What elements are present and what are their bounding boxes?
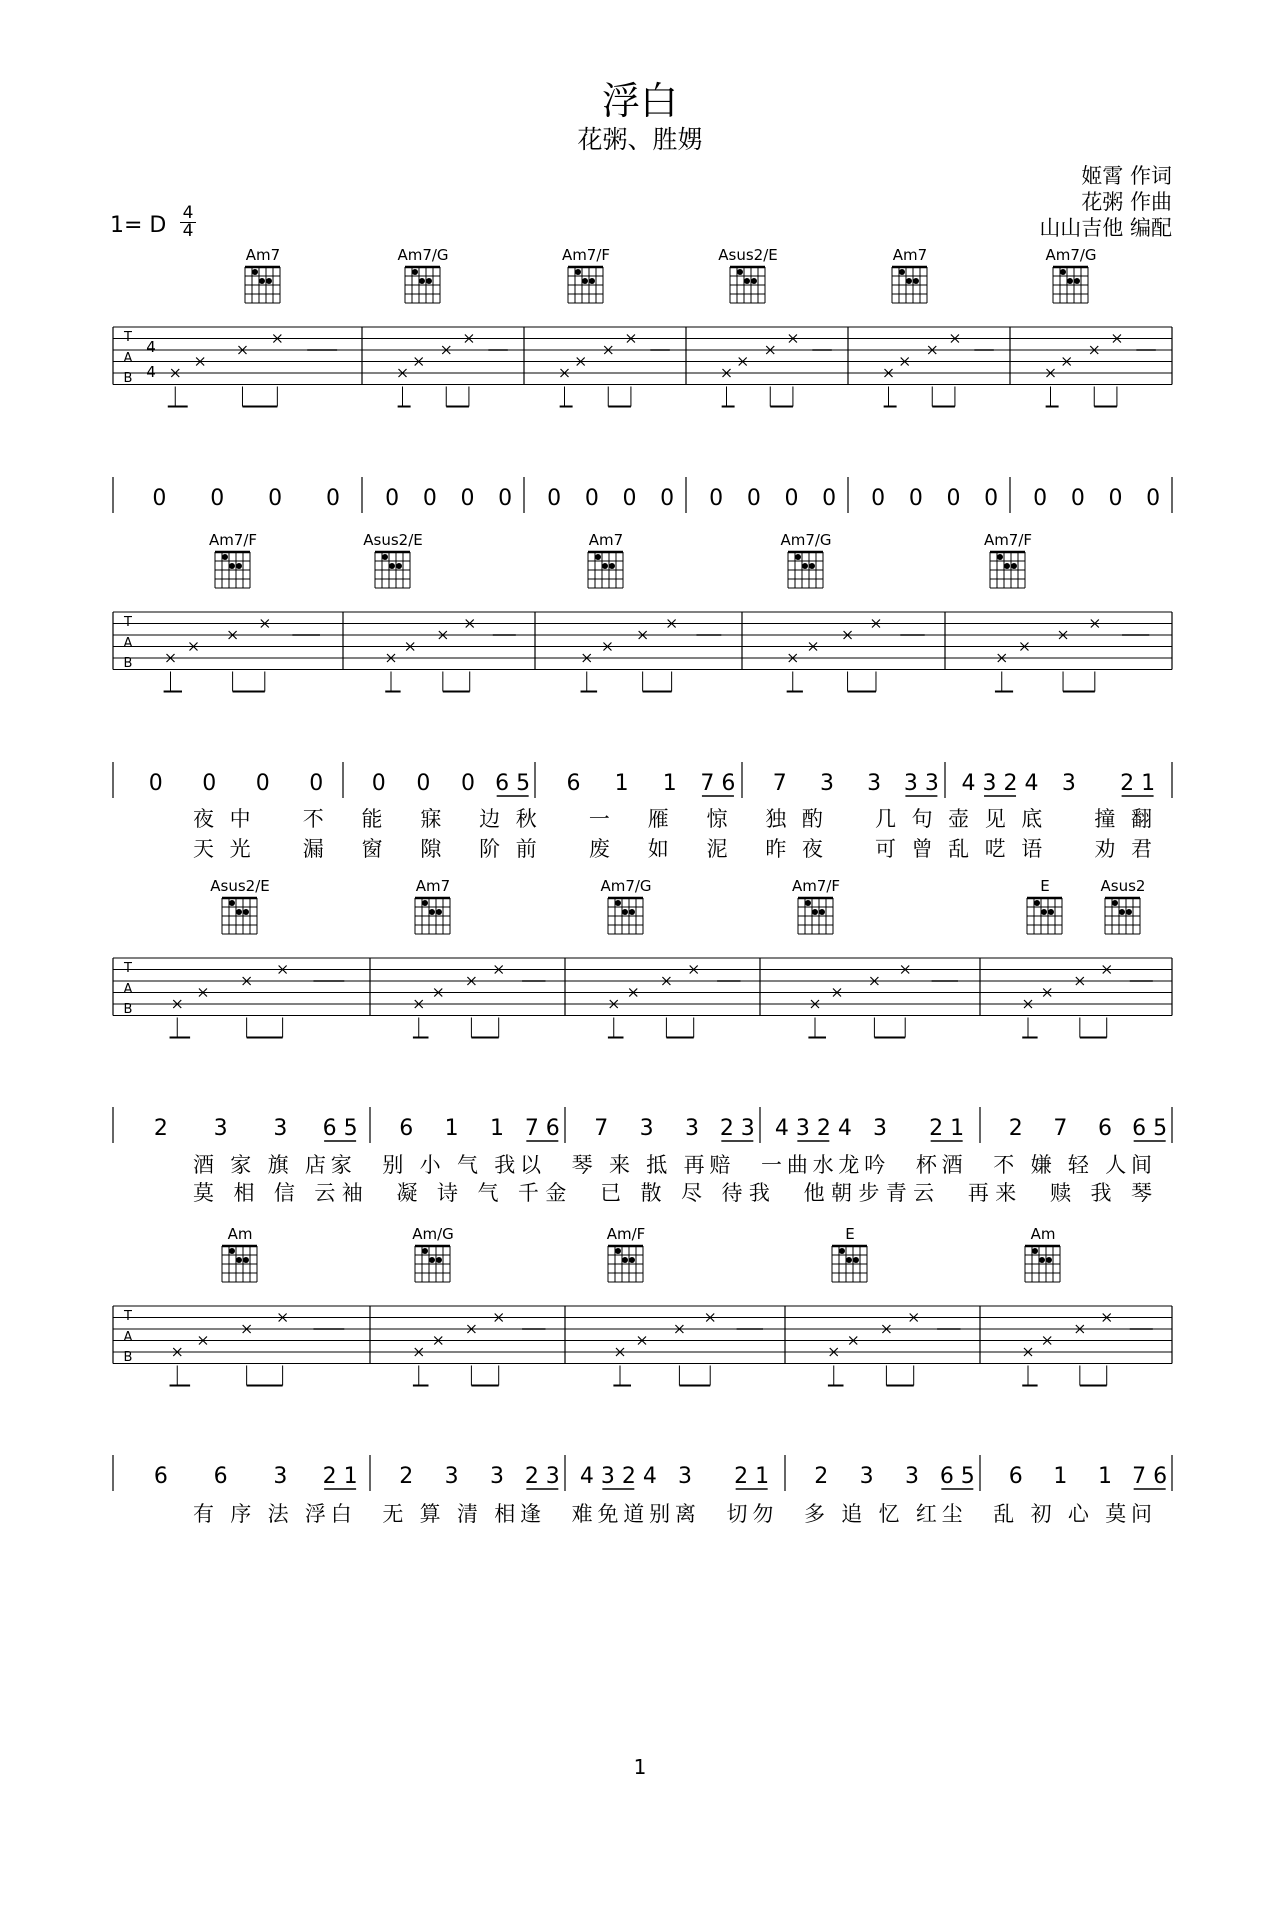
note-number: 0 [422,486,437,511]
chord-diagram [718,246,777,303]
note-number: 0 [1033,486,1048,511]
note-number: 3 3 [903,771,939,796]
tab-measure [608,966,741,1038]
note-number: 0 [1070,486,1085,511]
note-number: 0 [871,486,886,511]
tab-measure [413,1314,546,1386]
chord-diagram [588,531,623,588]
tab-measure [170,1314,345,1386]
note-number: 0 [584,486,599,511]
note-number: 2 [814,1464,829,1489]
system-4 [113,1225,1172,1526]
numbered-notation [113,1455,1172,1491]
note-number: 0 [946,486,961,511]
tab-measure [168,335,337,407]
note-number: 6 [399,1116,414,1141]
note-number: 7 6 [1132,1464,1168,1489]
chord-diagram [209,531,257,588]
chord-diagram [1027,877,1062,934]
chord-name: Asus2/E [363,531,423,549]
note-number: 3 [904,1464,919,1489]
tab-measure [884,335,994,407]
tab-timesig: 4 [146,363,156,381]
chord-name: Asus2/E [718,246,778,264]
chord-name: Am7 [415,877,451,895]
note-number: 0 [547,486,562,511]
note-number: 0 [746,486,761,511]
chord-name: E [845,1225,855,1243]
tab-label-t: T [124,1309,132,1324]
chord-name: Am7/F [983,531,1033,549]
note-number: 2 1 [734,1464,770,1489]
tab-measure [560,335,670,407]
note-number: 0 [385,486,400,511]
tab-label-t: T [124,330,132,345]
lyric-line: 酒 家 旗 店家 别 小 气 我以 琴 来 抵 再赔 一曲水龙吟 杯酒 不 嫌 轻 人间 [193,1153,1152,1177]
note-number: 0 [309,771,324,796]
note-number: 3 [489,1464,504,1489]
note-number: 0 [622,486,637,511]
note-number: 4 3 2 4 [961,771,1039,796]
chord-diagram [600,877,651,934]
note-number: 4 3 2 4 [774,1116,852,1141]
note-number: 0 [908,486,923,511]
note-number: 3 [273,1464,288,1489]
note-number: 0 [984,486,999,511]
chord-diagram [222,1225,257,1282]
note-number: 1 [614,771,629,796]
chord-name: Am7/F [561,246,611,264]
note-number: 3 [684,1116,699,1141]
note-number: 0 [822,486,837,511]
chord-name: Am [1030,1225,1056,1243]
time-signature: 4 4 [180,205,196,240]
chord-name: Am7/G [780,531,832,549]
tab-measure [398,335,508,407]
tab-measure [170,966,345,1038]
note-number: 1 [444,1116,459,1141]
note-number: 6 [1098,1116,1113,1141]
note-number: 6 [213,1464,228,1489]
note-number: 7 [772,771,787,796]
note-number: 0 [460,486,475,511]
system-2 [113,531,1172,861]
numbered-notation [113,477,1172,513]
chord-diagram [562,246,610,303]
chord-name: Am/F [606,1225,646,1243]
note-number: 0 [1146,486,1161,511]
tab-measure [828,1314,961,1386]
chord-name: Am7/F [208,531,258,549]
lyric-line: 莫 相 信 云袖 凝 诗 气 千金 已 散 尽 待我 他朝步青云 再来 赎 我 琴 [193,1181,1152,1205]
tab-timesig: 4 [146,338,156,356]
note-number: 0 [371,771,386,796]
note-number: 3 [867,771,882,796]
chord-diagram [1045,246,1096,303]
note-number: 6 5 [1132,1116,1168,1141]
lyricist-credit: 姬霄 作词 [1081,164,1172,188]
page-number: 1 [633,1755,647,1779]
chord-name: Am7 [892,246,928,264]
chord-diagram [832,1225,867,1282]
note-number: 0 [1108,486,1123,511]
tab-measure [613,1314,763,1386]
note-number: 1 [662,771,677,796]
note-number: 2 3 [524,1464,560,1489]
tab-label-a: A [123,1330,133,1345]
chord-name: Am/G [412,1225,454,1243]
chord-diagram [1101,877,1146,934]
note-number: 0 [461,771,476,796]
key-signature: 1= D [110,213,167,238]
chord-name: Asus2/E [210,877,270,895]
chord-name: Am7/G [397,246,449,264]
note-number: 3 [213,1116,228,1141]
lyric-line: 有 序 法 浮白 无 算 清 相逢 难免道别离 切勿 多 追 忆 红尘 乱 初 心 莫问 [193,1502,1152,1526]
chord-name: Asus2 [1100,877,1146,895]
note-number: 1 [1098,1464,1113,1489]
note-number: 0 [709,486,724,511]
note-number: 6 [153,1464,168,1489]
note-number: 7 6 [524,1116,560,1141]
note-number: 3 [873,1116,887,1141]
note-number: 6 5 [495,771,531,796]
chord-diagram [415,877,450,934]
tab-measure [995,620,1149,692]
tab-measure [1046,335,1156,407]
chord-diagram [245,246,280,303]
note-number: 6 [1008,1464,1023,1489]
note-number: 0 [660,486,675,511]
tab-measure [808,966,958,1038]
composer-credit: 花粥 作曲 [1081,190,1172,214]
tab-label-a: A [123,982,133,997]
chord-diagram [607,1225,646,1282]
chord-diagram [210,877,269,934]
note-number: 0 [326,486,341,511]
note-number: 7 [594,1116,609,1141]
tab-label-b: B [123,656,133,671]
note-number: 3 [444,1464,459,1489]
note-number: 3 [819,771,834,796]
chord-diagram [1025,1225,1060,1282]
tab-measure [581,620,722,692]
note-number: 0 [784,486,799,511]
tab-label-a: A [123,351,133,366]
tab-measure [385,620,516,692]
numbered-notation [113,762,1172,798]
note-number: 0 [202,771,217,796]
note-number: 2 1 [322,1464,358,1489]
tab-measure [1022,966,1153,1038]
note-number: 0 [416,771,431,796]
system-1 [113,246,1172,513]
note-number: 7 6 [700,771,736,796]
note-number: 3 [859,1464,874,1489]
tab-label-b: B [123,1002,133,1017]
tab-label-t: T [124,961,132,976]
note-number: 0 [498,486,513,511]
chord-diagram [792,877,840,934]
note-number: 1 [1053,1464,1068,1489]
lyric-line: 夜中 不 能 寐 边秋 一 雁 惊 独酌 几句壶见底 撞翻 [193,807,1152,831]
tab-label-a: A [123,636,133,651]
tab-label-t: T [124,615,132,630]
note-number: 2 [153,1116,168,1141]
note-number: 4 3 2 4 [579,1464,657,1489]
tab-measure [722,335,832,407]
tab-measure [787,620,925,692]
tab-label-b: B [123,371,133,386]
tab-measure [164,620,320,692]
chord-diagram [780,531,831,588]
note-number: 6 5 [939,1464,975,1489]
chord-name: E [1040,877,1050,895]
note-number: 3 [1061,771,1076,796]
note-number: 2 1 [1120,771,1156,796]
chord-name: Am7/G [1045,246,1097,264]
tab-label-b: B [123,1350,133,1365]
note-number: 2 1 [929,1116,965,1141]
chord-name: Am [227,1225,253,1243]
chord-name: Am7/G [600,877,652,895]
note-number: 0 [210,486,225,511]
numbered-notation [113,1107,1172,1143]
note-number: 1 [489,1116,504,1141]
chord-name: Am7/F [791,877,841,895]
chord-diagram [892,246,927,303]
tab-measure [413,966,546,1038]
chord-diagram [397,246,448,303]
lyric-line: 天光 漏 窗 隙 阶前 废 如 泥 昨夜 可曾乱呓语 劝君 [193,837,1152,861]
chord-diagram [412,1225,454,1282]
note-number: 2 3 [719,1116,755,1141]
chord-name: Am7 [245,246,281,264]
note-number: 3 [273,1116,288,1141]
note-number: 6 [566,771,581,796]
system-3 [113,877,1172,1205]
song-title: 浮白 [601,79,678,123]
artist-name: 花粥、胜娚 [577,125,703,154]
note-number: 0 [152,486,167,511]
note-number: 3 [639,1116,654,1141]
chord-diagram [984,531,1032,588]
note-number: 3 [678,1464,692,1489]
note-number: 2 [1008,1116,1023,1141]
arranger-credit: 山山吉他 编配 [1039,216,1172,240]
tab-measure [1022,1314,1153,1386]
note-number: 7 [1053,1116,1068,1141]
chord-diagram [363,531,422,588]
chord-name: Am7 [588,531,624,549]
note-number: 6 5 [322,1116,358,1141]
note-number: 0 [148,771,163,796]
note-number: 0 [255,771,270,796]
note-number: 0 [268,486,283,511]
note-number: 2 [399,1464,414,1489]
